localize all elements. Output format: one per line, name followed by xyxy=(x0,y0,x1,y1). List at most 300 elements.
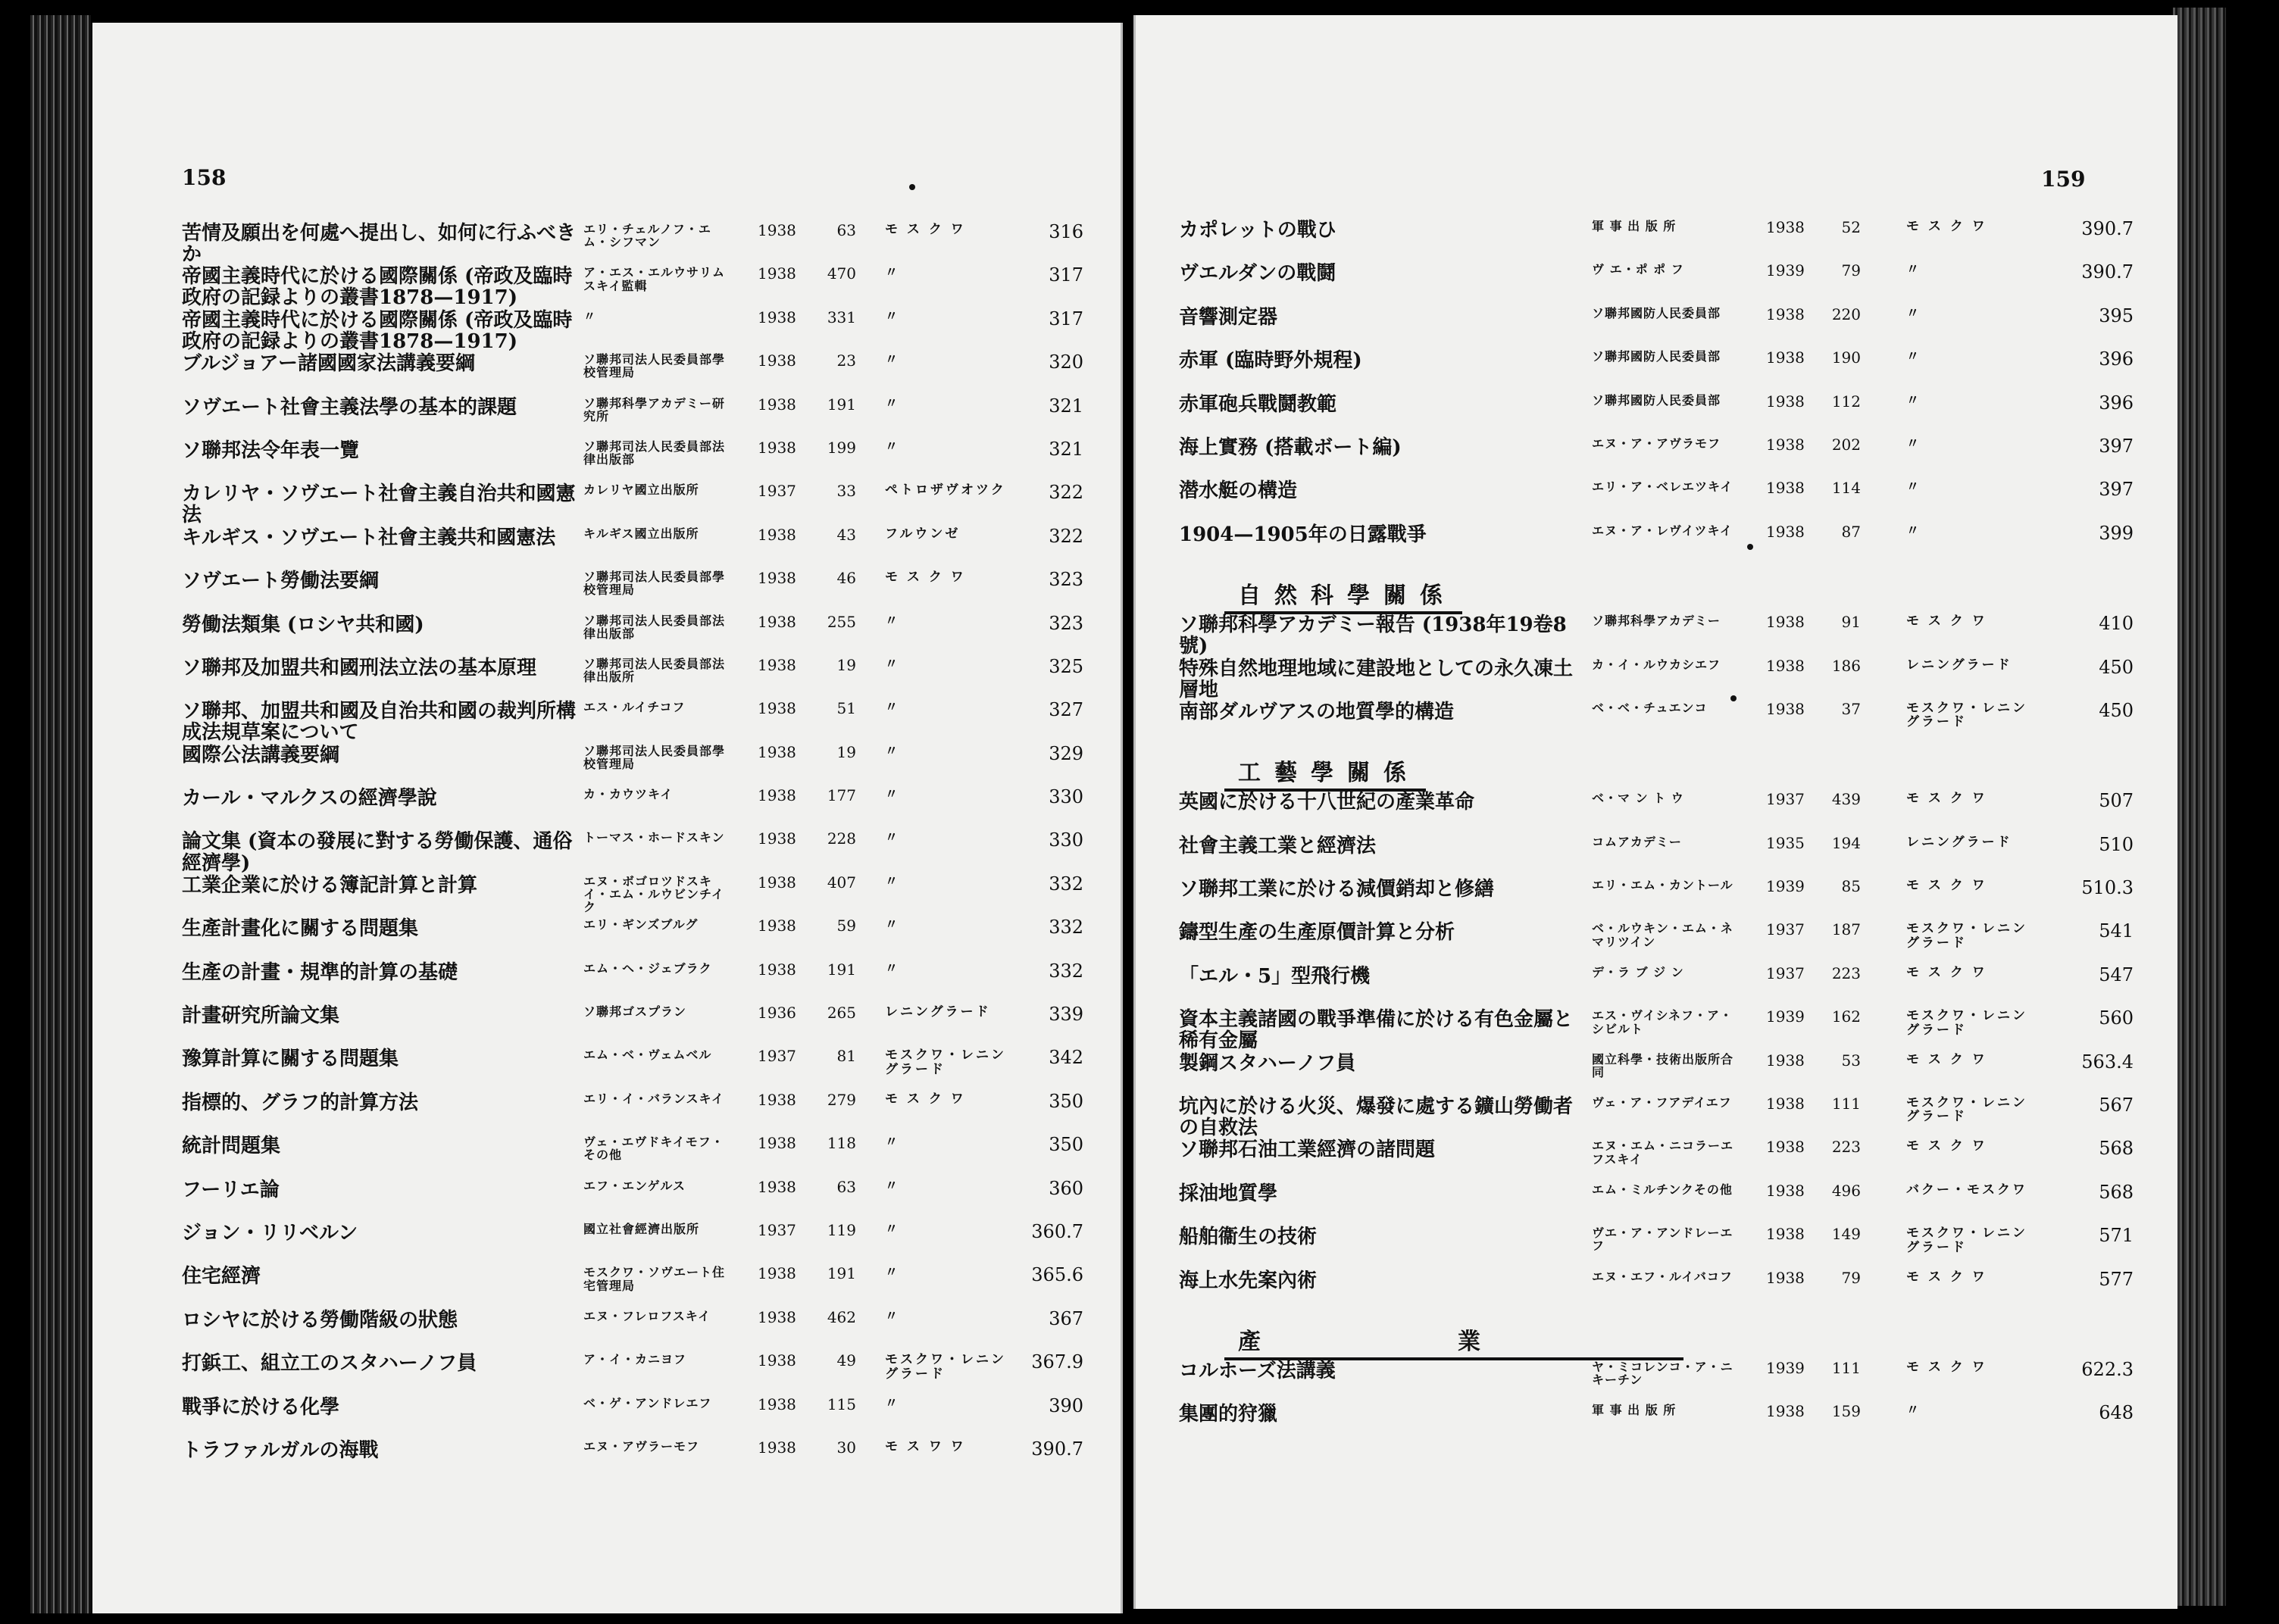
publication-year: 1938 xyxy=(758,960,796,979)
catalog-number: 320 xyxy=(1049,351,1083,373)
book-title: ソ聯邦、加盟共和國及自治共和國の裁判所構成法規草案について xyxy=(182,700,577,745)
table-row xyxy=(1179,1399,2164,1442)
catalog-number: 365.6 xyxy=(1031,1264,1083,1286)
book-author: エヌ・アヴラーモフ xyxy=(583,1438,700,1454)
book-title: 帝國主義時代に於ける國際關係 (帝政及臨時政府の記録よりの叢書1878—1917) xyxy=(182,265,573,310)
publication-year: 1938 xyxy=(1766,1181,1805,1200)
catalog-number: 390.7 xyxy=(2081,261,2134,283)
book-title: 1904—1905年の日露戰爭 xyxy=(1179,523,1427,546)
book-author: エヌ・エム・ニコラーエフスキイ xyxy=(1592,1138,1734,1166)
catalog-number: 327 xyxy=(1049,699,1083,721)
page-count: 228 xyxy=(827,829,856,848)
book-author: ヴェ・ア・フアデイエフ xyxy=(1592,1095,1732,1110)
book-title: 統計問題集 xyxy=(182,1135,281,1158)
page-count: 265 xyxy=(827,1004,856,1023)
catalog-number: 390.7 xyxy=(1031,1438,1083,1460)
book-author: エヌ・フレロフスキイ xyxy=(583,1308,711,1323)
book-title: 「エル・5」型飛行機 xyxy=(1179,964,1371,988)
table-row xyxy=(182,1001,1121,1044)
publication-year: 1938 xyxy=(758,1264,796,1283)
publication-city: 〃 xyxy=(885,656,900,672)
table-row xyxy=(182,436,1121,479)
publication-city: 〃 xyxy=(885,917,900,933)
book-title: 集團的狩獵 xyxy=(1179,1403,1278,1426)
publication-year: 1938 xyxy=(758,786,796,805)
table-row xyxy=(1179,389,2164,433)
page-count: 111 xyxy=(1831,1095,1861,1113)
table-row xyxy=(182,1175,1121,1218)
publication-year: 1939 xyxy=(1766,261,1805,280)
publication-city: モスクワ・レニングラード xyxy=(1906,700,2027,730)
catalog-number: 321 xyxy=(1049,438,1083,460)
publication-city: モ ス ク ワ xyxy=(1906,1138,1987,1154)
book-title: トラファルガルの海戰 xyxy=(182,1438,379,1462)
publication-city: 〃 xyxy=(885,265,900,281)
book-title: カポレットの戰ひ xyxy=(1179,219,1336,242)
catalog-number: 390 xyxy=(1049,1394,1083,1416)
book-title: ソ聯邦石油工業經濟の諸問題 xyxy=(1179,1138,1436,1162)
book-title: 海上實務 (搭載ボート編) xyxy=(1179,436,1402,459)
right-book-edge xyxy=(2173,8,2226,1606)
table-row xyxy=(182,870,1121,914)
table-row xyxy=(1179,520,2164,563)
publication-city: モ ス ク ワ xyxy=(885,570,966,586)
publication-city: 〃 xyxy=(1906,1403,1921,1419)
publication-year: 1939 xyxy=(1766,1007,1805,1026)
catalog-number: 329 xyxy=(1049,742,1083,764)
publication-year: 1938 xyxy=(758,308,796,326)
book-author: ソ聯邦司法人民委員部學校管理局 xyxy=(583,352,726,380)
catalog-number: 560 xyxy=(2099,1007,2134,1029)
table-row xyxy=(182,826,1121,875)
publication-year: 1938 xyxy=(1766,218,1805,236)
book-title: ソ聯邦工業に於ける減價銷却と修繕 xyxy=(1179,878,1495,901)
table-row xyxy=(1179,787,2164,830)
publication-city: モスクワ・レニングラード xyxy=(1906,1095,2027,1125)
catalog-number: 450 xyxy=(2099,656,2134,678)
table-row xyxy=(1179,258,2164,301)
book-author: コムアカデミー xyxy=(1592,834,1682,849)
book-author: 軍 事 出 版 所 xyxy=(1592,1403,1677,1418)
publication-city: 〃 xyxy=(885,1395,900,1411)
publication-year: 1939 xyxy=(1766,877,1805,896)
book-author: エフ・エンゲルス xyxy=(583,1178,686,1193)
book-author: ソ聯邦司法人民委員部法律出版部 xyxy=(583,439,726,467)
page-count: 115 xyxy=(827,1394,856,1413)
publication-city: モスクワ・レニングラード xyxy=(1906,1008,2027,1038)
publication-city: 〃 xyxy=(1906,479,1921,495)
section-natural-science: 自然科學關係 xyxy=(1224,576,1462,614)
natural-science-section xyxy=(1179,610,2164,740)
table-row xyxy=(182,523,1121,566)
section-heading xyxy=(1179,740,2164,787)
page-count: 91 xyxy=(1841,613,1861,632)
catalog-number: 323 xyxy=(1049,569,1083,591)
publication-city: フルウンゼ xyxy=(885,526,961,542)
catalog-number: 571 xyxy=(2099,1225,2134,1247)
catalog-number: 390.7 xyxy=(2081,218,2134,239)
catalog-number: 322 xyxy=(1049,525,1083,547)
publication-year: 1937 xyxy=(758,482,796,501)
table-row xyxy=(182,1305,1121,1348)
page-count: 462 xyxy=(827,1307,856,1326)
publication-year: 1937 xyxy=(758,1220,796,1239)
page-count: 51 xyxy=(836,699,856,718)
book-author: ソ聯邦國防人民委員部 xyxy=(1592,349,1721,364)
page-count: 407 xyxy=(827,873,856,892)
book-title: フーリエ論 xyxy=(182,1178,280,1201)
table-row xyxy=(182,914,1121,957)
page-count: 79 xyxy=(1841,1268,1861,1287)
page-count: 223 xyxy=(1831,1138,1861,1157)
book-author: ヴエ・ア・アンドレーエフ xyxy=(1592,1226,1733,1254)
book-title: ブルジョアー諸國國家法講義要綱 xyxy=(182,352,476,376)
page-count: 202 xyxy=(1831,435,1861,454)
publication-year: 1938 xyxy=(758,1177,796,1196)
table-row xyxy=(1179,1266,2164,1309)
publication-city: 〃 xyxy=(885,830,900,846)
page-count: 114 xyxy=(1831,479,1861,498)
catalog-number: 397 xyxy=(2099,479,2134,501)
publication-city: モスクワ・レニングラード xyxy=(885,1048,1006,1077)
book-title: 苦情及願出を何處へ提出し、如何に行ふべきか xyxy=(182,222,577,267)
table-row xyxy=(182,1392,1121,1435)
book-author: エヌ・ボゴロツドスキイ・エム・ルウビンチイク xyxy=(583,873,724,915)
publication-city: 〃 xyxy=(885,787,900,803)
book-title: 計畫研究所論文集 xyxy=(182,1004,340,1028)
page-count: 87 xyxy=(1841,522,1861,541)
book-list-right xyxy=(1179,215,2164,1443)
book-author: エリ・ア・ベレエツキイ xyxy=(1592,479,1733,495)
book-title: ジョン・リリベルン xyxy=(182,1221,358,1245)
book-author: ソ聯邦司法人民委員部學校管理局 xyxy=(583,743,726,771)
table-row xyxy=(1179,302,2164,345)
catalog-number: 332 xyxy=(1049,873,1083,895)
publication-year: 1938 xyxy=(1766,479,1805,498)
catalog-number: 577 xyxy=(2099,1268,2134,1290)
book-title: キルギス・ソヴエート社會主義共和國憲法 xyxy=(182,526,556,549)
table-row xyxy=(1179,654,2164,701)
table-row xyxy=(1179,1222,2164,1265)
catalog-number: 567 xyxy=(2099,1095,2134,1116)
catalog-number: 325 xyxy=(1049,655,1083,677)
publication-city: モスクワ・レニングラード xyxy=(885,1352,1006,1382)
publication-year: 1938 xyxy=(1766,1138,1805,1157)
book-author: ヤ・ミコレンコ・ア・ニキーチン xyxy=(1592,1359,1733,1388)
catalog-number: 568 xyxy=(2099,1181,2134,1203)
page-count: 46 xyxy=(836,569,856,588)
publication-city: 〃 xyxy=(885,1265,900,1281)
page-count: 439 xyxy=(1831,790,1861,809)
publication-city: モ ス ク ワ xyxy=(1906,219,1987,234)
book-author: エリ・エム・カントール xyxy=(1592,878,1733,893)
book-author: エヌ・ア・レヴイツキイ xyxy=(1592,523,1733,538)
table-row xyxy=(1179,1356,2164,1399)
table-row xyxy=(1179,874,2164,917)
book-title: 資本主義諸國の戰爭準備に於ける有色金屬と稀有金屬 xyxy=(1179,1008,1574,1053)
publication-city: 〃 xyxy=(885,700,900,716)
book-author: ソ聯邦司法人民委員部學校管理局 xyxy=(583,570,726,598)
publication-year: 1937 xyxy=(1766,920,1805,939)
catalog-number: 330 xyxy=(1049,829,1083,851)
publication-year: 1939 xyxy=(1766,1358,1805,1377)
catalog-number: 360 xyxy=(1049,1177,1083,1199)
book-title: コルホーズ法講義 xyxy=(1179,1359,1336,1382)
page-count: 177 xyxy=(827,786,856,805)
book-author: エリ・チェルノフ・エム・シフマン xyxy=(583,222,711,250)
page-count: 199 xyxy=(827,438,856,457)
book-list-left xyxy=(182,218,1121,1479)
right-page xyxy=(1133,15,2177,1609)
catalog-number: 410 xyxy=(2099,613,2134,635)
book-title: 生產計畫化に關する問題集 xyxy=(182,917,419,941)
catalog-number: 332 xyxy=(1049,960,1083,982)
catalog-number: 339 xyxy=(1049,1004,1083,1026)
book-author: カレリヤ國立出版所 xyxy=(583,483,699,498)
catalog-number: 541 xyxy=(2099,920,2134,942)
publication-city: バクー・モスクワ xyxy=(1906,1182,2027,1198)
publication-city: 〃 xyxy=(885,352,900,368)
book-author: ヴェ・エヴドキイモフ・その他 xyxy=(583,1135,724,1163)
book-author: ソ聯邦國防人民委員部 xyxy=(1592,305,1721,320)
book-author: ベ・ルウキン・エム・ネマリツイン xyxy=(1592,921,1733,949)
publication-year: 1938 xyxy=(758,873,796,892)
catalog-number: 648 xyxy=(2099,1402,2134,1424)
publication-year: 1938 xyxy=(758,1134,796,1153)
page-count: 186 xyxy=(1831,656,1861,675)
table-row xyxy=(1179,476,2164,519)
publication-year: 1938 xyxy=(1766,522,1805,541)
page-count: 118 xyxy=(827,1134,856,1153)
publication-city: モスクワ・レニングラード xyxy=(1906,921,2027,951)
industry-section xyxy=(1179,1356,2164,1443)
book-title: カール・マルクスの經濟學說 xyxy=(182,787,437,810)
catalog-number: 367.9 xyxy=(1031,1351,1083,1373)
book-author: ソ聯邦ゴスプラン xyxy=(583,1004,687,1020)
table-row xyxy=(1179,961,2164,1004)
publication-year: 1938 xyxy=(758,655,796,674)
catalog-number: 547 xyxy=(2099,963,2134,985)
publication-year: 1938 xyxy=(758,1090,796,1109)
book-title: ソ聯邦科學アカデミー報告 (1938年19卷8號) xyxy=(1179,614,1567,658)
publication-city: モ ス ク ワ xyxy=(1906,964,1987,980)
table-row xyxy=(182,1131,1121,1174)
publication-city: 〃 xyxy=(885,873,900,889)
table-row xyxy=(182,261,1121,310)
publication-city: 〃 xyxy=(885,743,900,759)
publication-city: 〃 xyxy=(1906,262,1921,278)
section-industry: 產業 xyxy=(1224,1323,1683,1360)
publication-year: 1938 xyxy=(758,438,796,457)
table-row xyxy=(182,348,1121,392)
book-author: カ・イ・ルウカシエフ xyxy=(1592,657,1721,672)
table-row xyxy=(182,479,1121,527)
book-author: ベ・ベ・チュエンコ xyxy=(1592,700,1708,715)
catalog-number: 322 xyxy=(1049,482,1083,504)
publication-city: モ ス ワ ワ xyxy=(885,1438,966,1454)
left-page xyxy=(92,23,1123,1613)
publication-year: 1938 xyxy=(758,612,796,631)
table-row xyxy=(1179,215,2164,258)
catalog-number: 397 xyxy=(2099,435,2134,457)
table-row xyxy=(182,783,1121,826)
publication-city: モ ス ク ワ xyxy=(1906,1269,1987,1285)
publication-city: モ ス ク ワ xyxy=(1906,878,1987,894)
publication-year: 1938 xyxy=(1766,435,1805,454)
page-count: 220 xyxy=(1831,304,1861,323)
book-author: ア・イ・カニヨフ xyxy=(583,1352,687,1367)
book-author: ソ聯邦司法人民委員部法律出版所 xyxy=(583,656,726,685)
table-row xyxy=(1179,917,2164,960)
publication-year: 1938 xyxy=(1766,1268,1805,1287)
book-author: トーマス・ホードスキン xyxy=(583,830,725,845)
page-count: 23 xyxy=(836,351,856,370)
table-row xyxy=(182,653,1121,696)
publication-city: 〃 xyxy=(885,1135,900,1151)
publication-year: 1938 xyxy=(1766,304,1805,323)
book-author: エス・ヴイシネフ・ア・シビルト xyxy=(1592,1008,1733,1036)
page-count: 149 xyxy=(1831,1225,1861,1244)
page-count: 49 xyxy=(836,1351,856,1370)
book-title: 勞働法類集 (ロシヤ共和國) xyxy=(182,613,424,636)
book-title: ソ聯邦法令年表一覽 xyxy=(182,439,360,462)
book-author: ヴ エ・ポ ポ フ xyxy=(1592,262,1684,277)
publication-city: ペトロザヴオツク xyxy=(885,483,1006,498)
catalog-number: 317 xyxy=(1049,264,1083,286)
page-count: 52 xyxy=(1841,218,1861,236)
table-row xyxy=(182,392,1121,436)
page-count: 53 xyxy=(1841,1051,1861,1070)
book-title: 坑內に於ける火災、爆發に處する鑛山勞働者の自救法 xyxy=(1179,1095,1574,1140)
publication-year: 1938 xyxy=(758,1438,796,1457)
book-author: エム・ミルチンクその他 xyxy=(1592,1182,1733,1197)
book-title: 生產の計畫・規準的計算の基礎 xyxy=(182,960,458,984)
book-title: 英國に於ける十八世紀の產業革命 xyxy=(1179,791,1475,814)
publication-year: 1936 xyxy=(758,1004,796,1023)
publication-city: モ ス ク ワ xyxy=(1906,1051,1987,1067)
publication-year: 1935 xyxy=(1766,833,1805,852)
page-count: 59 xyxy=(836,917,856,935)
section-heading xyxy=(1179,563,2164,610)
book-author: モスクワ・ソヴエート住宅管理局 xyxy=(583,1265,726,1293)
book-title: 工業企業に於ける簿記計算と計算 xyxy=(182,873,478,897)
publication-year: 1938 xyxy=(758,351,796,370)
table-row xyxy=(182,610,1121,653)
catalog-number: 622.3 xyxy=(2081,1358,2134,1380)
book-author: 國立社會經濟出版所 xyxy=(583,1221,700,1236)
page-count: 159 xyxy=(1831,1402,1861,1421)
book-title: 赤軍砲兵戰鬪教範 xyxy=(1179,392,1337,416)
book-title: 特殊自然地理地域に建設地としての永久凍土層地 xyxy=(1179,657,1574,701)
catalog-number: 323 xyxy=(1049,612,1083,634)
publication-year: 1938 xyxy=(758,569,796,588)
publication-year: 1938 xyxy=(758,1351,796,1370)
book-title: 戰爭に於ける化學 xyxy=(182,1395,340,1419)
page-count: 191 xyxy=(827,960,856,979)
publication-year: 1938 xyxy=(758,917,796,935)
publication-city: モ ス ク ワ xyxy=(1906,1359,1987,1375)
book-title: 論文集 (資本の發展に對する勞働保護、通俗經濟學) xyxy=(182,830,573,875)
catalog-number: 316 xyxy=(1049,221,1083,242)
page-number: 159 xyxy=(2041,167,2086,192)
table-row xyxy=(182,1044,1121,1087)
book-title: カレリヤ・ソヴエート社會主義自治共和國憲法 xyxy=(182,483,576,527)
table-row xyxy=(182,1218,1121,1261)
page-count: 112 xyxy=(1831,392,1861,411)
book-author: エリ・ギンズブルグ xyxy=(583,917,699,932)
table-row xyxy=(182,740,1121,783)
table-row xyxy=(1179,1092,2164,1140)
publication-city: 〃 xyxy=(1906,392,1921,408)
page-count: 255 xyxy=(827,612,856,631)
page-count: 85 xyxy=(1841,877,1861,896)
publication-year: 1937 xyxy=(758,1047,796,1066)
publication-year: 1938 xyxy=(1766,1051,1805,1070)
book-title: 製鋼スタハーノフ員 xyxy=(1179,1051,1356,1075)
page-count: 79 xyxy=(1841,261,1861,280)
book-title: 船舶衞生の技術 xyxy=(1179,1226,1318,1249)
page-count: 331 xyxy=(827,308,856,326)
book-title: 住宅經濟 xyxy=(182,1265,261,1288)
publication-city: レニングラード xyxy=(1906,834,2012,850)
book-author: ソ聯邦司法人民委員部法律出版部 xyxy=(583,613,726,641)
publication-city: 〃 xyxy=(1906,349,1921,365)
book-author: 〃 xyxy=(583,308,597,323)
page-count: 194 xyxy=(1831,833,1861,852)
table-row xyxy=(182,1088,1121,1131)
page-count: 63 xyxy=(836,221,856,239)
publication-year: 1938 xyxy=(1766,392,1805,411)
section-heading xyxy=(1179,1309,2164,1356)
book-author: ソ聯邦科學アカデミー xyxy=(1592,614,1721,629)
table-row xyxy=(1179,345,2164,389)
book-author: エム・ヘ・ジェブラク xyxy=(583,960,712,976)
book-author: 國立科學・技術出版所合同 xyxy=(1592,1051,1734,1079)
book-title: 南部ダルヴアスの地質學的構造 xyxy=(1179,700,1454,723)
page-count: 190 xyxy=(1831,348,1861,367)
book-title: 豫算計算に關する問題集 xyxy=(182,1048,399,1071)
publication-year: 1938 xyxy=(758,742,796,761)
page-count: 162 xyxy=(1831,1007,1861,1026)
section-engineering: 工藝學關係 xyxy=(1224,754,1426,792)
book-title: ヴエルダンの戰鬪 xyxy=(1179,262,1336,286)
publication-city: モ ス ク ワ xyxy=(885,1091,966,1107)
catalog-number: 396 xyxy=(2099,392,2134,414)
military-section xyxy=(1179,215,2164,563)
book-author: ソ聯邦科學アカデミー研究所 xyxy=(583,395,725,423)
page-count: 191 xyxy=(827,395,856,414)
publication-year: 1938 xyxy=(758,699,796,718)
publication-city: モスクワ・レニングラード xyxy=(1906,1226,2027,1255)
publication-year: 1937 xyxy=(1766,963,1805,982)
publication-city: レニングラード xyxy=(1906,657,2012,673)
page-count: 33 xyxy=(836,482,856,501)
table-row xyxy=(1179,1004,2164,1053)
catalog-number: 399 xyxy=(2099,522,2134,544)
book-author: エム・ベ・ヴェムベル xyxy=(583,1048,712,1063)
table-row xyxy=(1179,1179,2164,1222)
publication-city: 〃 xyxy=(1906,305,1921,321)
page-count: 470 xyxy=(827,264,856,283)
table-row xyxy=(182,957,1121,1001)
catalog-number: 510 xyxy=(2099,833,2134,855)
book-title: ソ聯邦及加盟共和國刑法立法の基本原理 xyxy=(182,656,537,679)
book-title: 潜水艇の構造 xyxy=(1179,479,1298,503)
publication-city: 〃 xyxy=(885,1178,900,1194)
publication-year: 1938 xyxy=(758,1394,796,1413)
table-row xyxy=(182,1435,1121,1479)
publication-city: 〃 xyxy=(1906,523,1921,539)
